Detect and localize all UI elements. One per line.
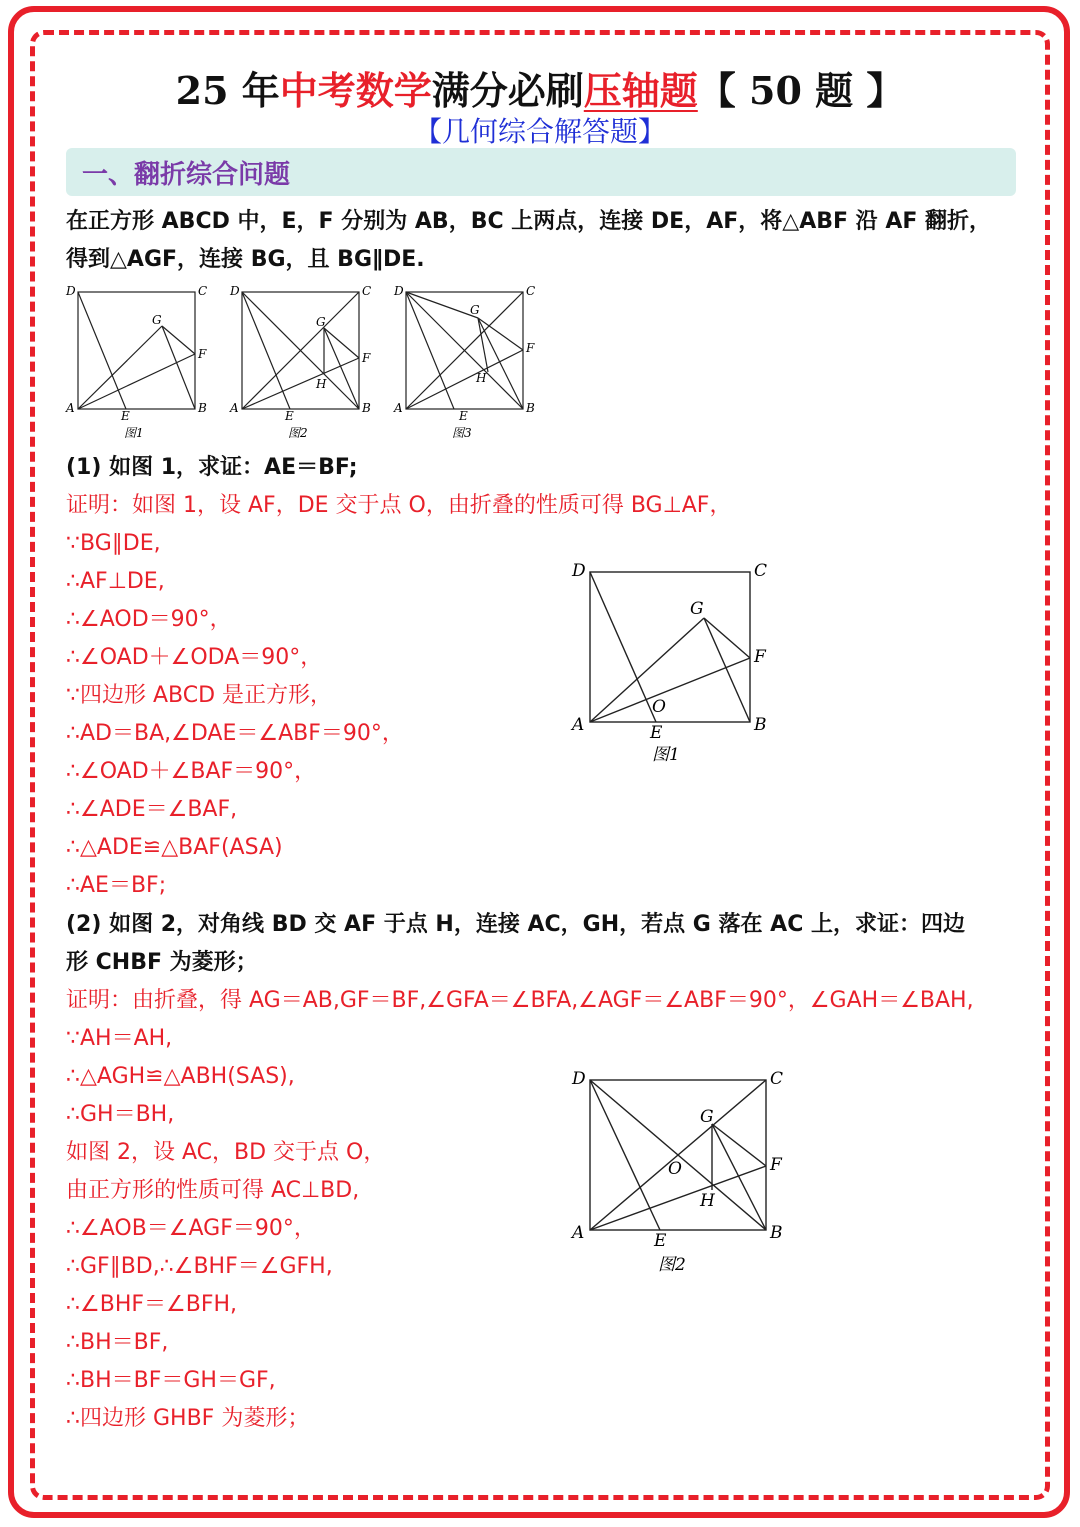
svg-text:A: A bbox=[230, 401, 239, 415]
part-2-proof-line: 如图 2，设 AC，BD 交于点 O， bbox=[66, 1140, 386, 1165]
svg-text:F: F bbox=[754, 647, 766, 667]
svg-text:B: B bbox=[362, 401, 371, 415]
figure-1-small bbox=[64, 282, 214, 444]
section-banner bbox=[66, 148, 1016, 196]
svg-text:A: A bbox=[66, 401, 75, 415]
part-2-proof-line: ∵AH＝AH, bbox=[66, 1026, 173, 1051]
svg-text:C: C bbox=[198, 284, 208, 298]
svg-text:E: E bbox=[650, 723, 663, 743]
problem-statement-line-2: 得到△AGF，连接 BG，且 BG∥DE. bbox=[66, 247, 425, 272]
part-1-proof-line: ∴△ADE≌△BAF(ASA) bbox=[66, 835, 283, 860]
title-underlined-part: 压轴题 bbox=[583, 68, 698, 113]
figure-1-large bbox=[566, 558, 776, 768]
part-1-proof-line: ∴AD＝BA,∠DAE＝∠ABF＝90°， bbox=[66, 721, 404, 746]
part-1-proof-line: ∴∠ADE＝∠BAF, bbox=[66, 797, 238, 822]
figure-3-caption: 图3 bbox=[452, 426, 472, 440]
svg-text:G: G bbox=[700, 1107, 714, 1127]
figure-1-caption: 图1 bbox=[124, 426, 144, 440]
svg-text:D: D bbox=[572, 1069, 586, 1089]
title-red-part: 中考数学 bbox=[279, 68, 432, 113]
part-2-proof-line: ∴BH＝BF, bbox=[66, 1330, 169, 1355]
svg-text:H: H bbox=[476, 371, 487, 385]
page-title bbox=[0, 60, 1080, 115]
part-1-proof-line: ∴AF⊥DE, bbox=[66, 569, 165, 594]
part-2-question-line-2: 形 CHBF 为菱形； bbox=[66, 950, 258, 975]
svg-text:F: F bbox=[770, 1155, 782, 1175]
part-1-proof-line: ∴AE＝BF; bbox=[66, 873, 167, 898]
part-2-proof-line: ∴BH＝BF＝GH＝GF, bbox=[66, 1368, 276, 1393]
part-1-proof-line: ∴∠OAD＋∠BAF＝90°， bbox=[66, 759, 317, 784]
figure-2-large bbox=[566, 1066, 786, 1278]
svg-text:B: B bbox=[754, 715, 767, 735]
svg-text:F: F bbox=[526, 341, 535, 355]
svg-text:C: C bbox=[526, 284, 536, 298]
svg-text:O: O bbox=[668, 1159, 682, 1179]
title-suffix: 【 50 题 】 bbox=[697, 68, 905, 113]
svg-text:C: C bbox=[754, 561, 768, 581]
svg-text:C: C bbox=[362, 284, 372, 298]
part-1-proof-line: ∵BG∥DE, bbox=[66, 531, 161, 556]
svg-text:H: H bbox=[700, 1191, 715, 1211]
part-2-proof-line: 由正方形的性质可得 AC⊥BD, bbox=[66, 1178, 360, 1203]
svg-text:D: D bbox=[394, 284, 404, 298]
part-1-question: (1) 如图 1，求证：AE＝BF; bbox=[66, 455, 358, 480]
svg-text:G: G bbox=[470, 303, 480, 317]
figure-2-small bbox=[228, 282, 378, 444]
part-1-proof-line: ∴∠OAD＋∠ODA＝90°， bbox=[66, 645, 323, 670]
part-2-proof-line: ∴△AGH≌△ABH(SAS), bbox=[66, 1064, 295, 1089]
figure-2-large-caption: 图2 bbox=[658, 1255, 686, 1275]
title-prefix: 25 年 bbox=[175, 68, 280, 113]
svg-text:A: A bbox=[572, 1223, 585, 1243]
svg-text:F: F bbox=[362, 351, 371, 365]
svg-text:A: A bbox=[394, 401, 403, 415]
part-2-proof-line: ∴∠BHF＝∠BFH, bbox=[66, 1292, 238, 1317]
part-2-proof-line: ∴GH＝BH, bbox=[66, 1102, 175, 1127]
svg-text:E: E bbox=[654, 1231, 667, 1251]
svg-text:G: G bbox=[316, 315, 326, 329]
svg-text:D: D bbox=[230, 284, 240, 298]
svg-text:H: H bbox=[316, 377, 327, 391]
svg-text:O: O bbox=[652, 697, 666, 717]
svg-text:C: C bbox=[770, 1069, 784, 1089]
part-2-proof-line: ∴GF∥BD,∴∠BHF＝∠GFH, bbox=[66, 1254, 333, 1279]
svg-text:B: B bbox=[198, 401, 207, 415]
figure-1-large-caption: 图1 bbox=[652, 745, 680, 765]
part-2-question-line-1: (2) 如图 2，对角线 BD 交 AF 于点 H，连接 AC，GH，若点 G 落在 AC 上，求证：四边 bbox=[66, 912, 966, 937]
part-2-proof-line: ∴∠AOB＝∠AGF＝90°， bbox=[66, 1216, 316, 1241]
svg-text:F: F bbox=[198, 347, 207, 361]
svg-text:A: A bbox=[572, 715, 585, 735]
svg-text:D: D bbox=[572, 561, 586, 581]
svg-text:G: G bbox=[152, 313, 162, 327]
svg-text:E: E bbox=[285, 409, 294, 423]
title-mid-part: 满分必刷 bbox=[431, 68, 584, 113]
problem-statement-line-1: 在正方形 ABCD 中，E，F 分别为 AB，BC 上两点，连接 DE，AF，将△ABF 沿 AF 翻折， bbox=[66, 209, 992, 234]
svg-text:D: D bbox=[66, 284, 76, 298]
svg-text:G: G bbox=[690, 599, 704, 619]
svg-text:E: E bbox=[459, 409, 468, 423]
svg-text:B: B bbox=[526, 401, 535, 415]
part-2-proof-line: 证明：由折叠，得 AG＝AB,GF＝BF,∠GFA＝∠BFA,∠AGF＝∠ABF＝90°，∠GAH＝∠BAH, bbox=[66, 988, 974, 1013]
page-subtitle: 【几何综合解答题】 bbox=[413, 115, 666, 148]
part-1-proof-line: ∵四边形 ABCD 是正方形， bbox=[66, 683, 333, 708]
section-heading: 一、翻折综合问题 bbox=[82, 160, 291, 190]
svg-text:B: B bbox=[770, 1223, 783, 1243]
figure-2-caption: 图2 bbox=[288, 426, 308, 440]
part-1-proof-line: ∴∠AOD＝90°， bbox=[66, 607, 232, 632]
part-2-proof-line: ∴四边形 GHBF 为菱形； bbox=[66, 1406, 310, 1431]
figure-3-small bbox=[392, 282, 542, 444]
part-1-proof-line: 证明：如图 1，设 AF，DE 交于点 O，由折叠的性质可得 BG⊥AF， bbox=[66, 493, 732, 518]
svg-text:E: E bbox=[121, 409, 130, 423]
